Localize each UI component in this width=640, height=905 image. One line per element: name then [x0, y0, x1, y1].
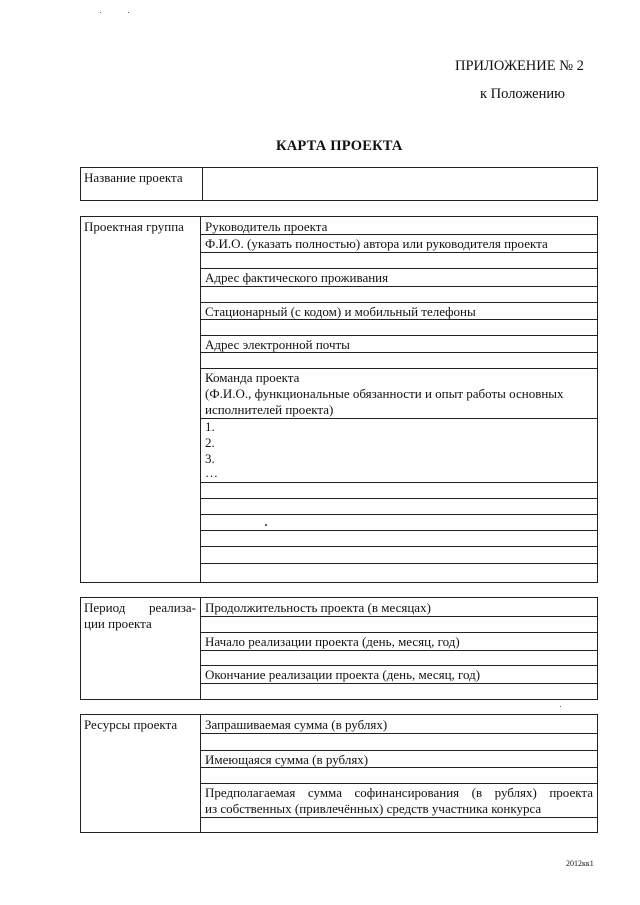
- row-divider: [200, 302, 598, 303]
- row-divider: [200, 783, 598, 784]
- row-divider: [200, 368, 598, 369]
- cofinancing-label-line2: из собственных (привлечённых) средств участника конкурса: [205, 801, 542, 816]
- row-divider: [200, 767, 598, 768]
- available-amount-label: Имеющаяся сумма (в рублях): [205, 752, 369, 767]
- row-divider: [200, 563, 598, 564]
- team-list-ellipsis: …: [205, 465, 218, 480]
- team-label: Команда проекта: [205, 370, 300, 385]
- resources-label: Ресурсы проекта: [84, 717, 178, 732]
- column-divider: [200, 597, 201, 700]
- cofinancing-label-line1: Предполагаемая сумма софинансирования (в рублях) проекта: [205, 785, 593, 800]
- row-divider: [200, 683, 598, 684]
- row-divider: [200, 665, 598, 666]
- row-divider: [200, 286, 598, 287]
- column-divider: [200, 714, 201, 833]
- phones-label: Стационарный (с кодом) и мобильный телефоны: [205, 304, 476, 319]
- column-divider: [200, 216, 201, 583]
- requested-amount-label: Запрашиваемая сумма (в рублях): [205, 717, 388, 732]
- appendix-number: ПРИЛОЖЕНИЕ № 2: [455, 58, 584, 74]
- row-divider: [200, 650, 598, 651]
- scan-speck: [128, 12, 129, 13]
- row-divider: [200, 546, 598, 547]
- appendix-reference: к Положению: [480, 86, 565, 102]
- row-divider: [200, 418, 598, 419]
- address-label: Адрес фактического проживания: [205, 270, 389, 285]
- page-title: КАРТА ПРОЕКТА: [276, 138, 403, 154]
- row-divider: [200, 252, 598, 253]
- footer-code: 2012кк1: [566, 859, 594, 868]
- team-list-item: 3.: [205, 451, 215, 466]
- row-divider: [200, 514, 598, 515]
- project-team-label: Проектная группа: [84, 219, 184, 234]
- scan-speck: [100, 12, 101, 13]
- row-divider: [200, 268, 598, 269]
- row-divider: [200, 750, 598, 751]
- project-leader-label: Руководитель проекта: [205, 219, 328, 234]
- team-description-line1: (Ф.И.О., функциональные обязанности и опыт работы основных: [205, 386, 564, 401]
- row-divider: [200, 482, 598, 483]
- duration-label: Продолжительность проекта (в месяцах): [205, 600, 431, 615]
- column-divider: [202, 167, 203, 201]
- scan-speck: [265, 524, 267, 526]
- row-divider: [200, 335, 598, 336]
- row-divider: [200, 498, 598, 499]
- start-date-label: Начало реализации проекта (день, месяц, год): [205, 634, 460, 649]
- row-divider: [200, 352, 598, 353]
- row-divider: [200, 817, 598, 818]
- row-divider: [200, 616, 598, 617]
- project-name-label: Название проекта: [84, 170, 183, 185]
- row-divider: [200, 319, 598, 320]
- row-divider: [200, 632, 598, 633]
- period-label-line2: ции проекта: [84, 616, 152, 631]
- team-description-line2: исполнителей проекта): [205, 402, 334, 417]
- row-divider: [200, 234, 598, 235]
- team-list-item: 2.: [205, 435, 215, 450]
- row-divider: [200, 530, 598, 531]
- period-label-line1: Период реализа-: [84, 600, 196, 615]
- leader-fullname-label: Ф.И.О. (указать полностью) автора или руководителя проекта: [205, 236, 548, 251]
- scan-speck: [560, 706, 561, 707]
- team-list-item: 1.: [205, 419, 215, 434]
- end-date-label: Окончание реализации проекта (день, месяц, год): [205, 667, 481, 682]
- row-divider: [200, 733, 598, 734]
- email-label: Адрес электронной почты: [205, 337, 350, 352]
